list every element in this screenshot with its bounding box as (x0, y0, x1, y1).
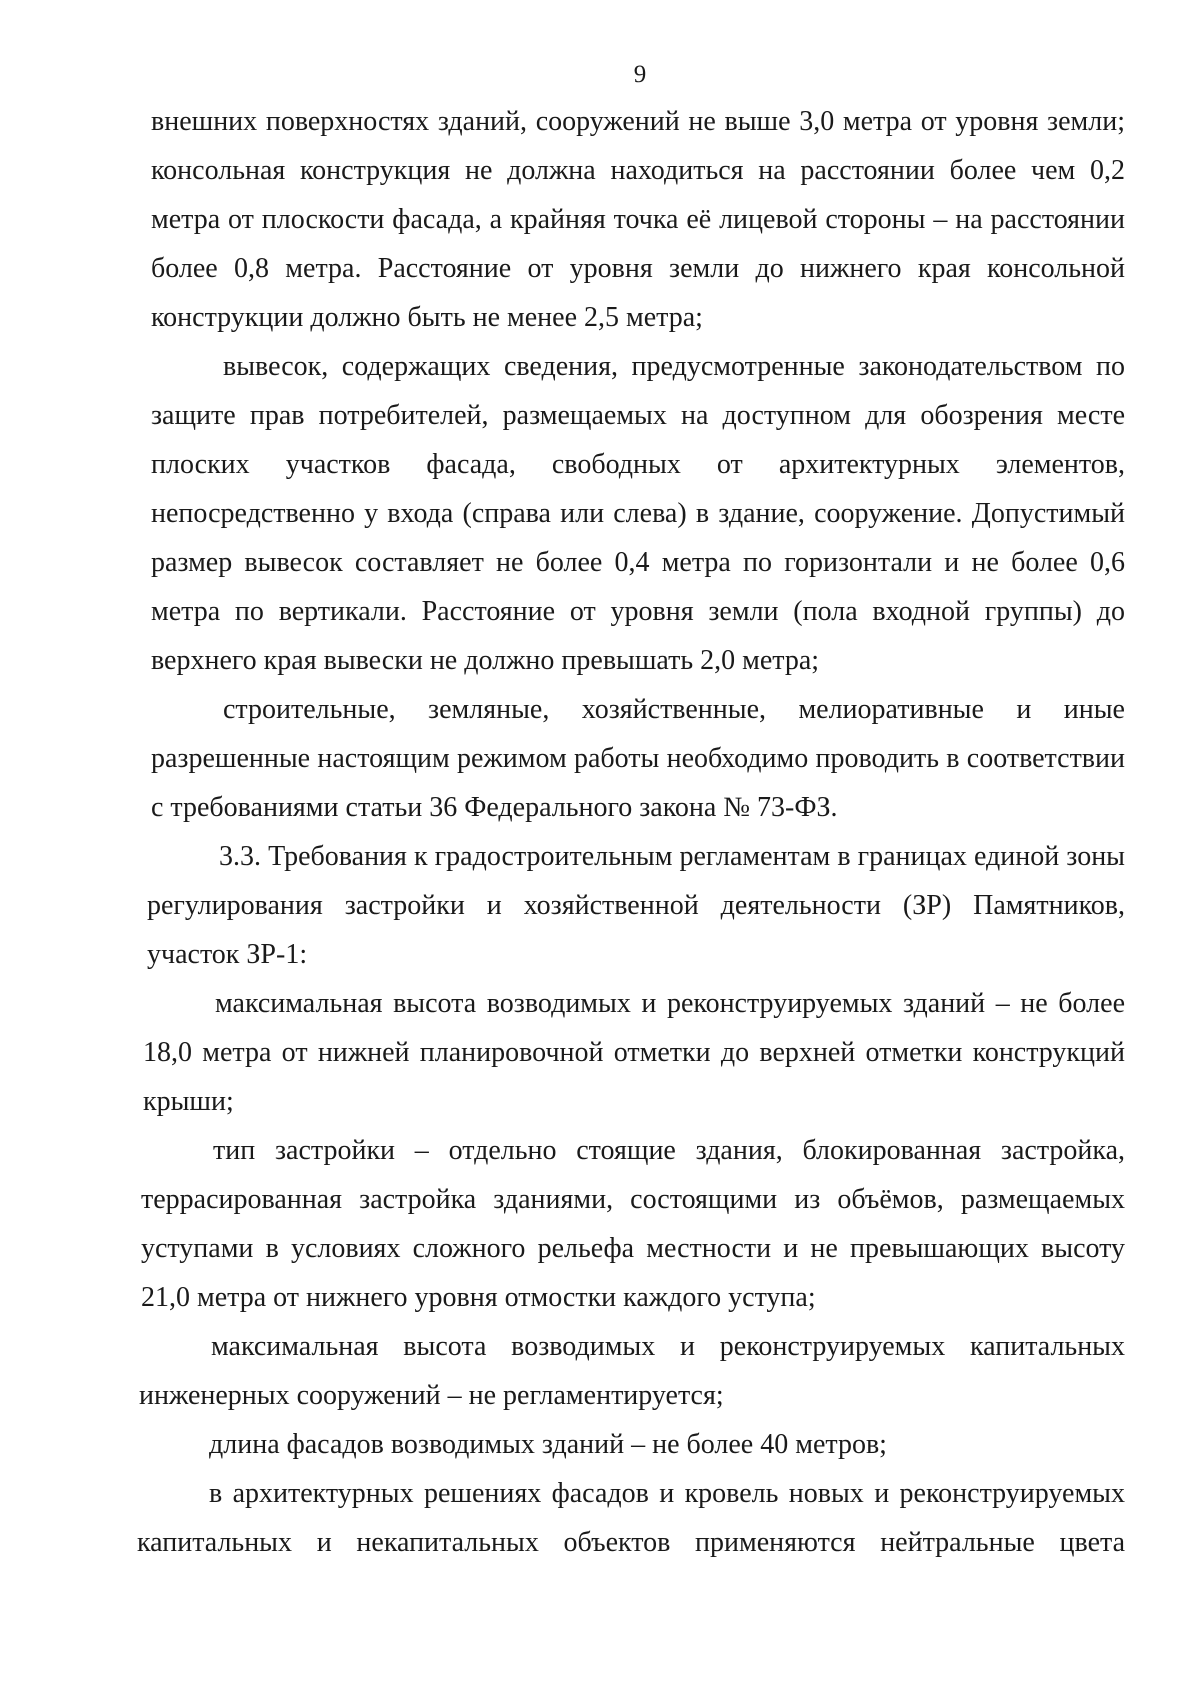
paragraph-2: вывесок, содержащих сведения, предусмотренные законодательством по защите прав потребителей, размещаемых на доступном для обозрения месте плоских участков фасада, свободных от архитектурных элементов, непосредственно у входа (справа или слева) в здание, сооружение. Допустимый размер вывесок составляет не более 0,4 метра по горизонтали и не более 0,6 метра по вертикали. Расстояние от уровня земли (пола входной группы) до верхнего края вывески не должно превышать 2,0 метра; (151, 351, 1125, 676)
paragraph-3: строительные, земляные, хозяйственные, мелиоративные и иные разрешенные настоящим режимом работы необходимо проводить в соответствии с требованиями статьи 36 Федерального закона № 73-ФЗ. (151, 694, 1125, 823)
paragraph-7: максимальная высота возводимых и реконструируемых капитальных инженерных сооружений – не регламентируется; (139, 1331, 1125, 1411)
paragraph-6: тип застройки – отдельно стоящие здания, блокированная застройка, террасированная застройка зданиями, состоящими из объёмов, размещаемых уступами в условиях сложного рельефа местности и не превышающих высоту 21,0 метра от нижнего уровня отмостки каждого уступа; (141, 1135, 1125, 1313)
paragraph-4: 3.3. Требования к градостроительным регламентам в границах единой зоны регулирования застройки и хозяйственной деятельности (ЗР) Памятников, участок ЗР-1: (147, 841, 1125, 970)
paragraph-5: максимальная высота возводимых и реконструируемых зданий – не более 18,0 метра от нижней планировочной отметки до верхней отметки конструкций крыши; (143, 988, 1125, 1117)
paragraph-8: длина фасадов возводимых зданий – не более 40 метров; (209, 1429, 887, 1460)
paragraph-9: в архитектурных решениях фасадов и кровель новых и реконструируемых капитальных и некапитальных объектов применяются нейтральные цвета (137, 1478, 1125, 1558)
paragraph-1: внешних поверхностях зданий, сооружений не выше 3,0 метра от уровня земли; консольная конструкция не должна находиться на расстоянии более чем 0,2 метра от плоскости фасада, а крайняя точка её лицевой стороны – на расстоянии более 0,8 метра. Расстояние от уровня земли до нижнего края консольной конструкции должно быть не менее 2,5 метра; (151, 106, 1125, 333)
page-number: 9 (633, 61, 647, 88)
document-body (137, 97, 1125, 1567)
